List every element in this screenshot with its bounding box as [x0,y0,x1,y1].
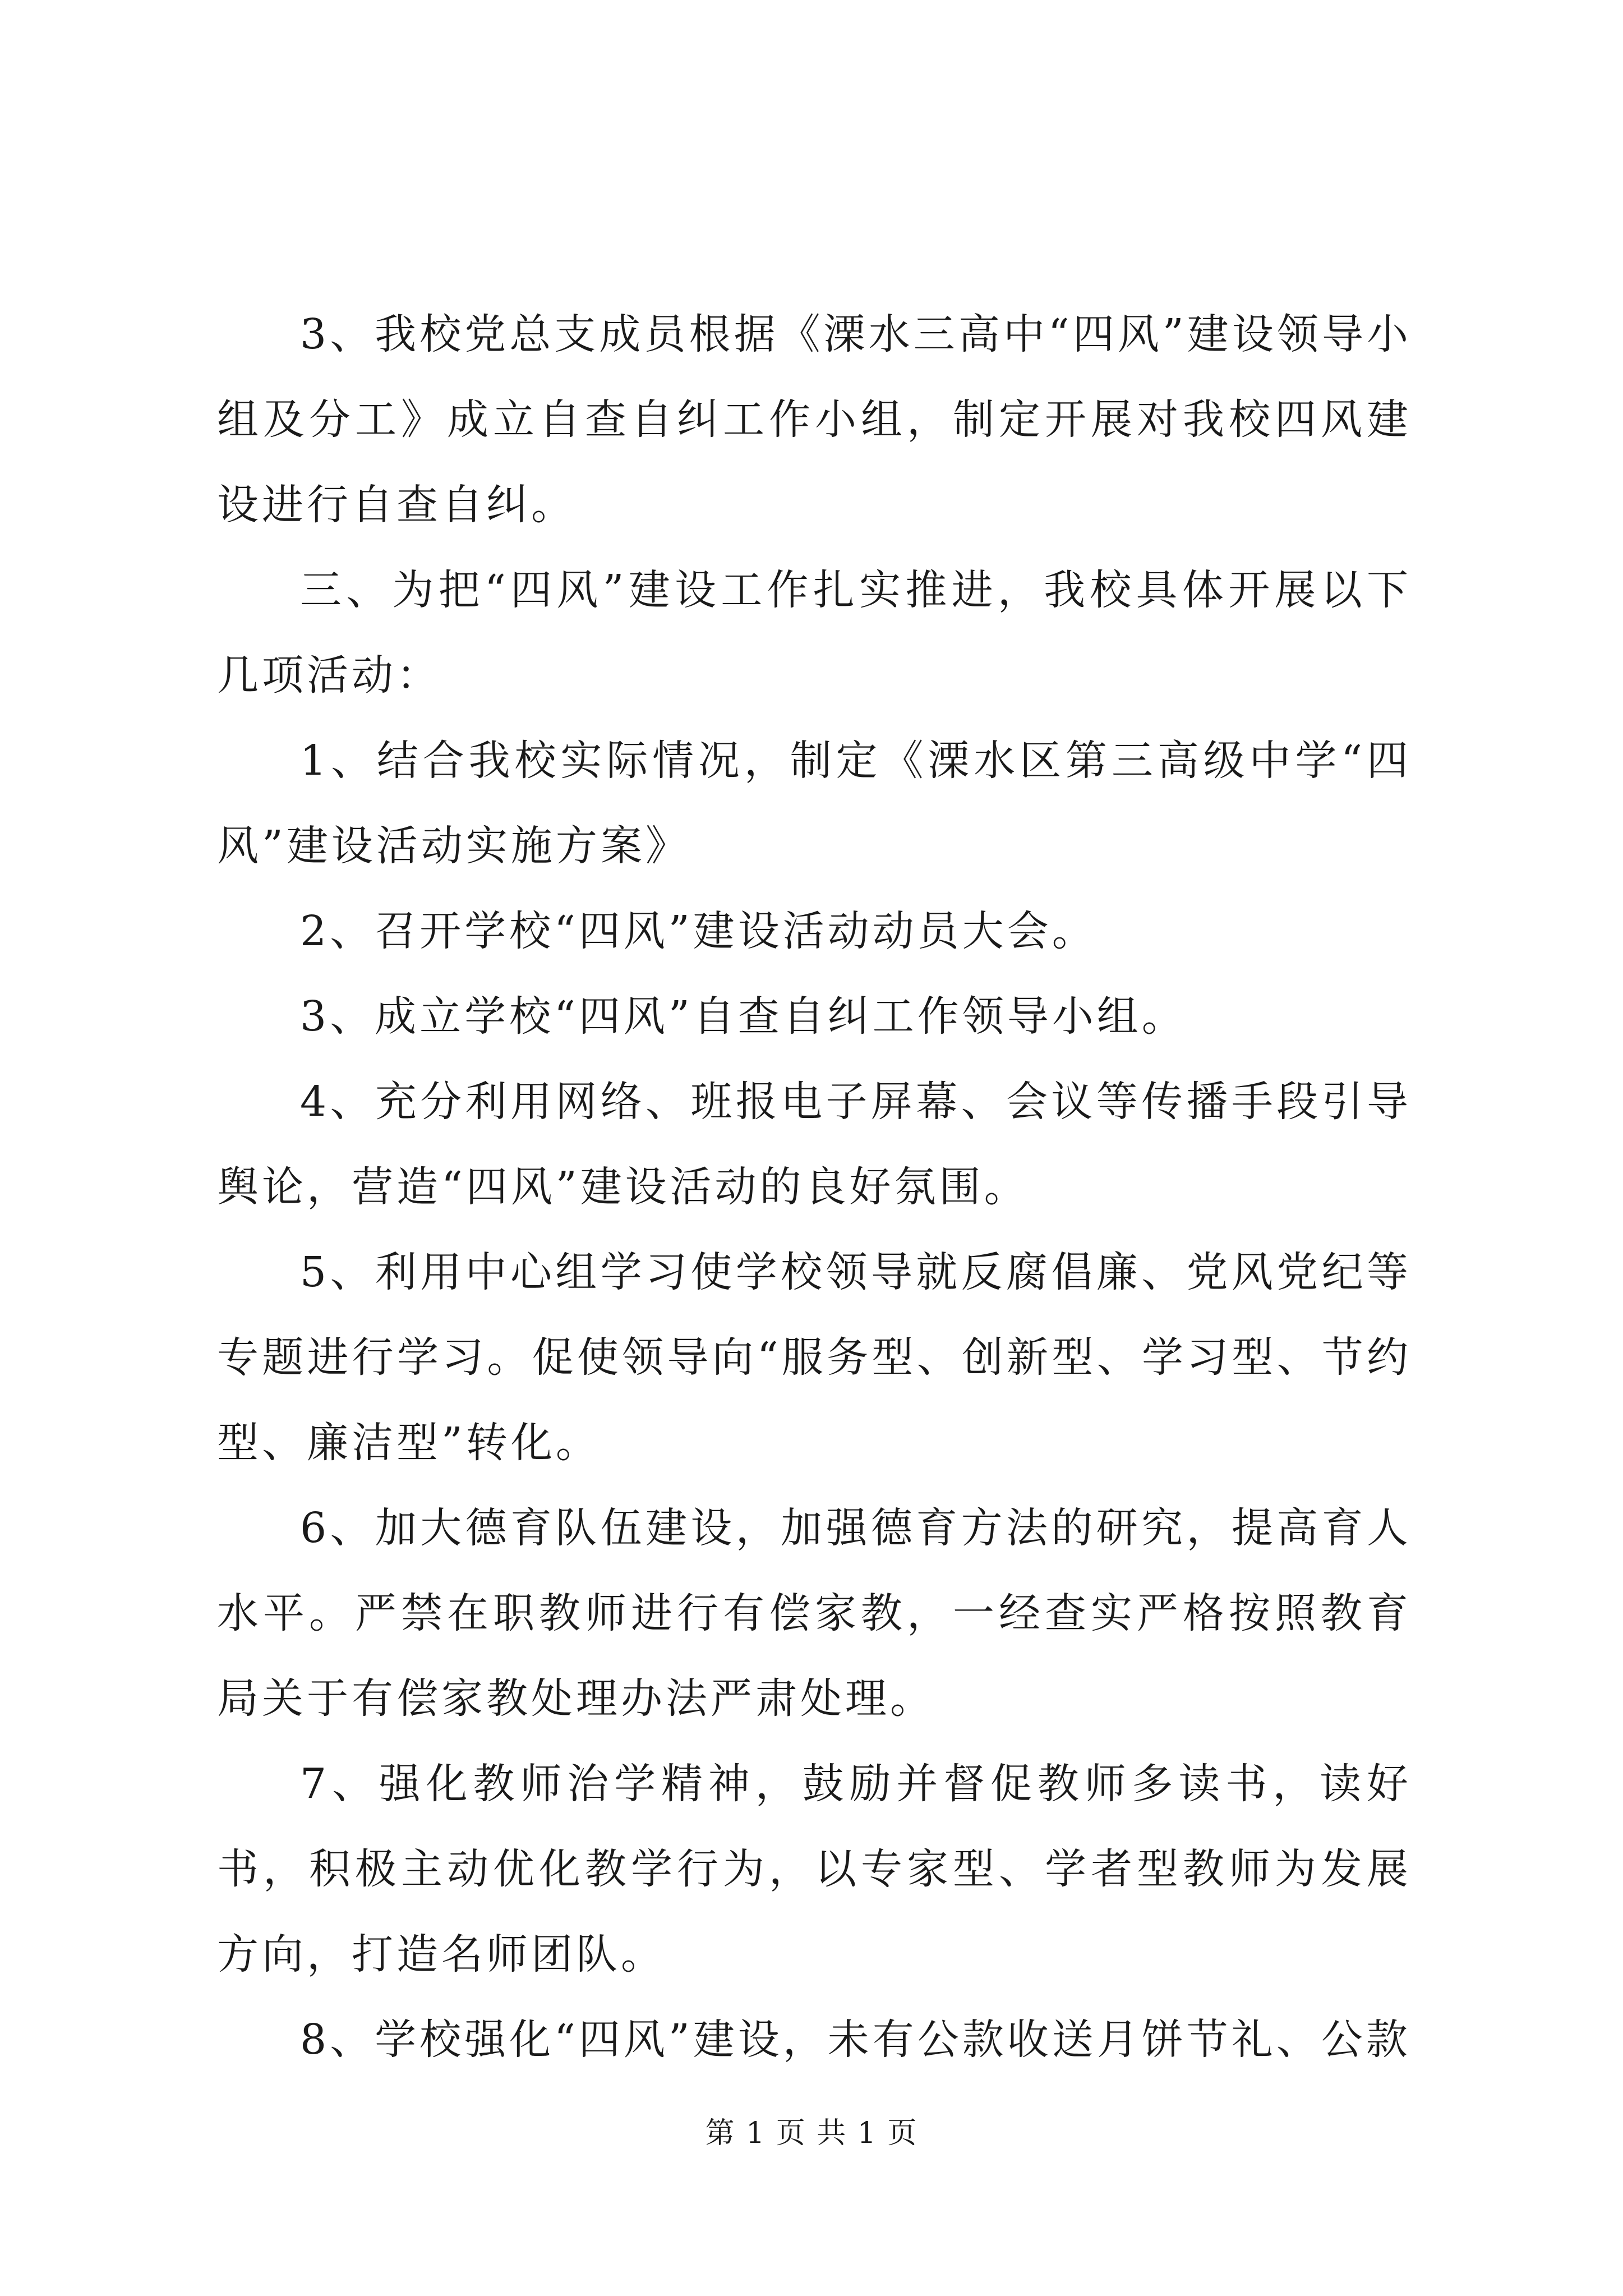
paragraph-4: 2、召开学校“四风”建设活动动员大会。 [300,907,1097,955]
paragraph-6: 4、充分利用网络、班报电子屏幕、会议等传播手段引导舆论，营造“四风”建设活动的良好氛围。 [217,1078,1412,1211]
paragraph-2: 三、为把“四风”建设工作扎实推进，我校具体开展以下几项活动： [217,566,1412,700]
page-footer: 第 1 页 共 1 页 [705,2116,918,2150]
paragraph-5: 3、成立学校“四风”自查自纠工作领导小组。 [300,992,1187,1041]
paragraph-1: 3、我校党总支成员根据《溧水三高中“四风”建设领导小组及分工》成立自查自纠工作小组，制定开展对我校四风建设进行自查自纠。 [217,310,1412,529]
paragraph-7: 5、利用中心组学习使学校领导就反腐倡廉、党风党纪等专题进行学习。促使领导向“服务型、创新型、学习型、节约型、廉洁型”转化。 [217,1248,1412,1467]
paragraph-3: 1、结合我校实际情况，制定《溧水区第三高级中学“四风”建设活动实施方案》 [217,737,1412,870]
paragraph-8: 6、加大德育队伍建设，加强德育方法的研究，提高育人水平。严禁在职教师进行有偿家教，一经查实严格按照教育局关于有偿家教处理办法严肃处理。 [217,1504,1412,1723]
document-body [217,292,1412,2082]
paragraph-9: 7、强化教师治学精神，鼓励并督促教师多读书，读好书，积极主动优化教学行为，以专家型、学者型教师为发展方向，打造名师团队。 [217,1760,1412,1978]
paragraph-10: 8、学校强化“四风”建设，未有公款收送月饼节礼、公款 [300,2016,1411,2064]
